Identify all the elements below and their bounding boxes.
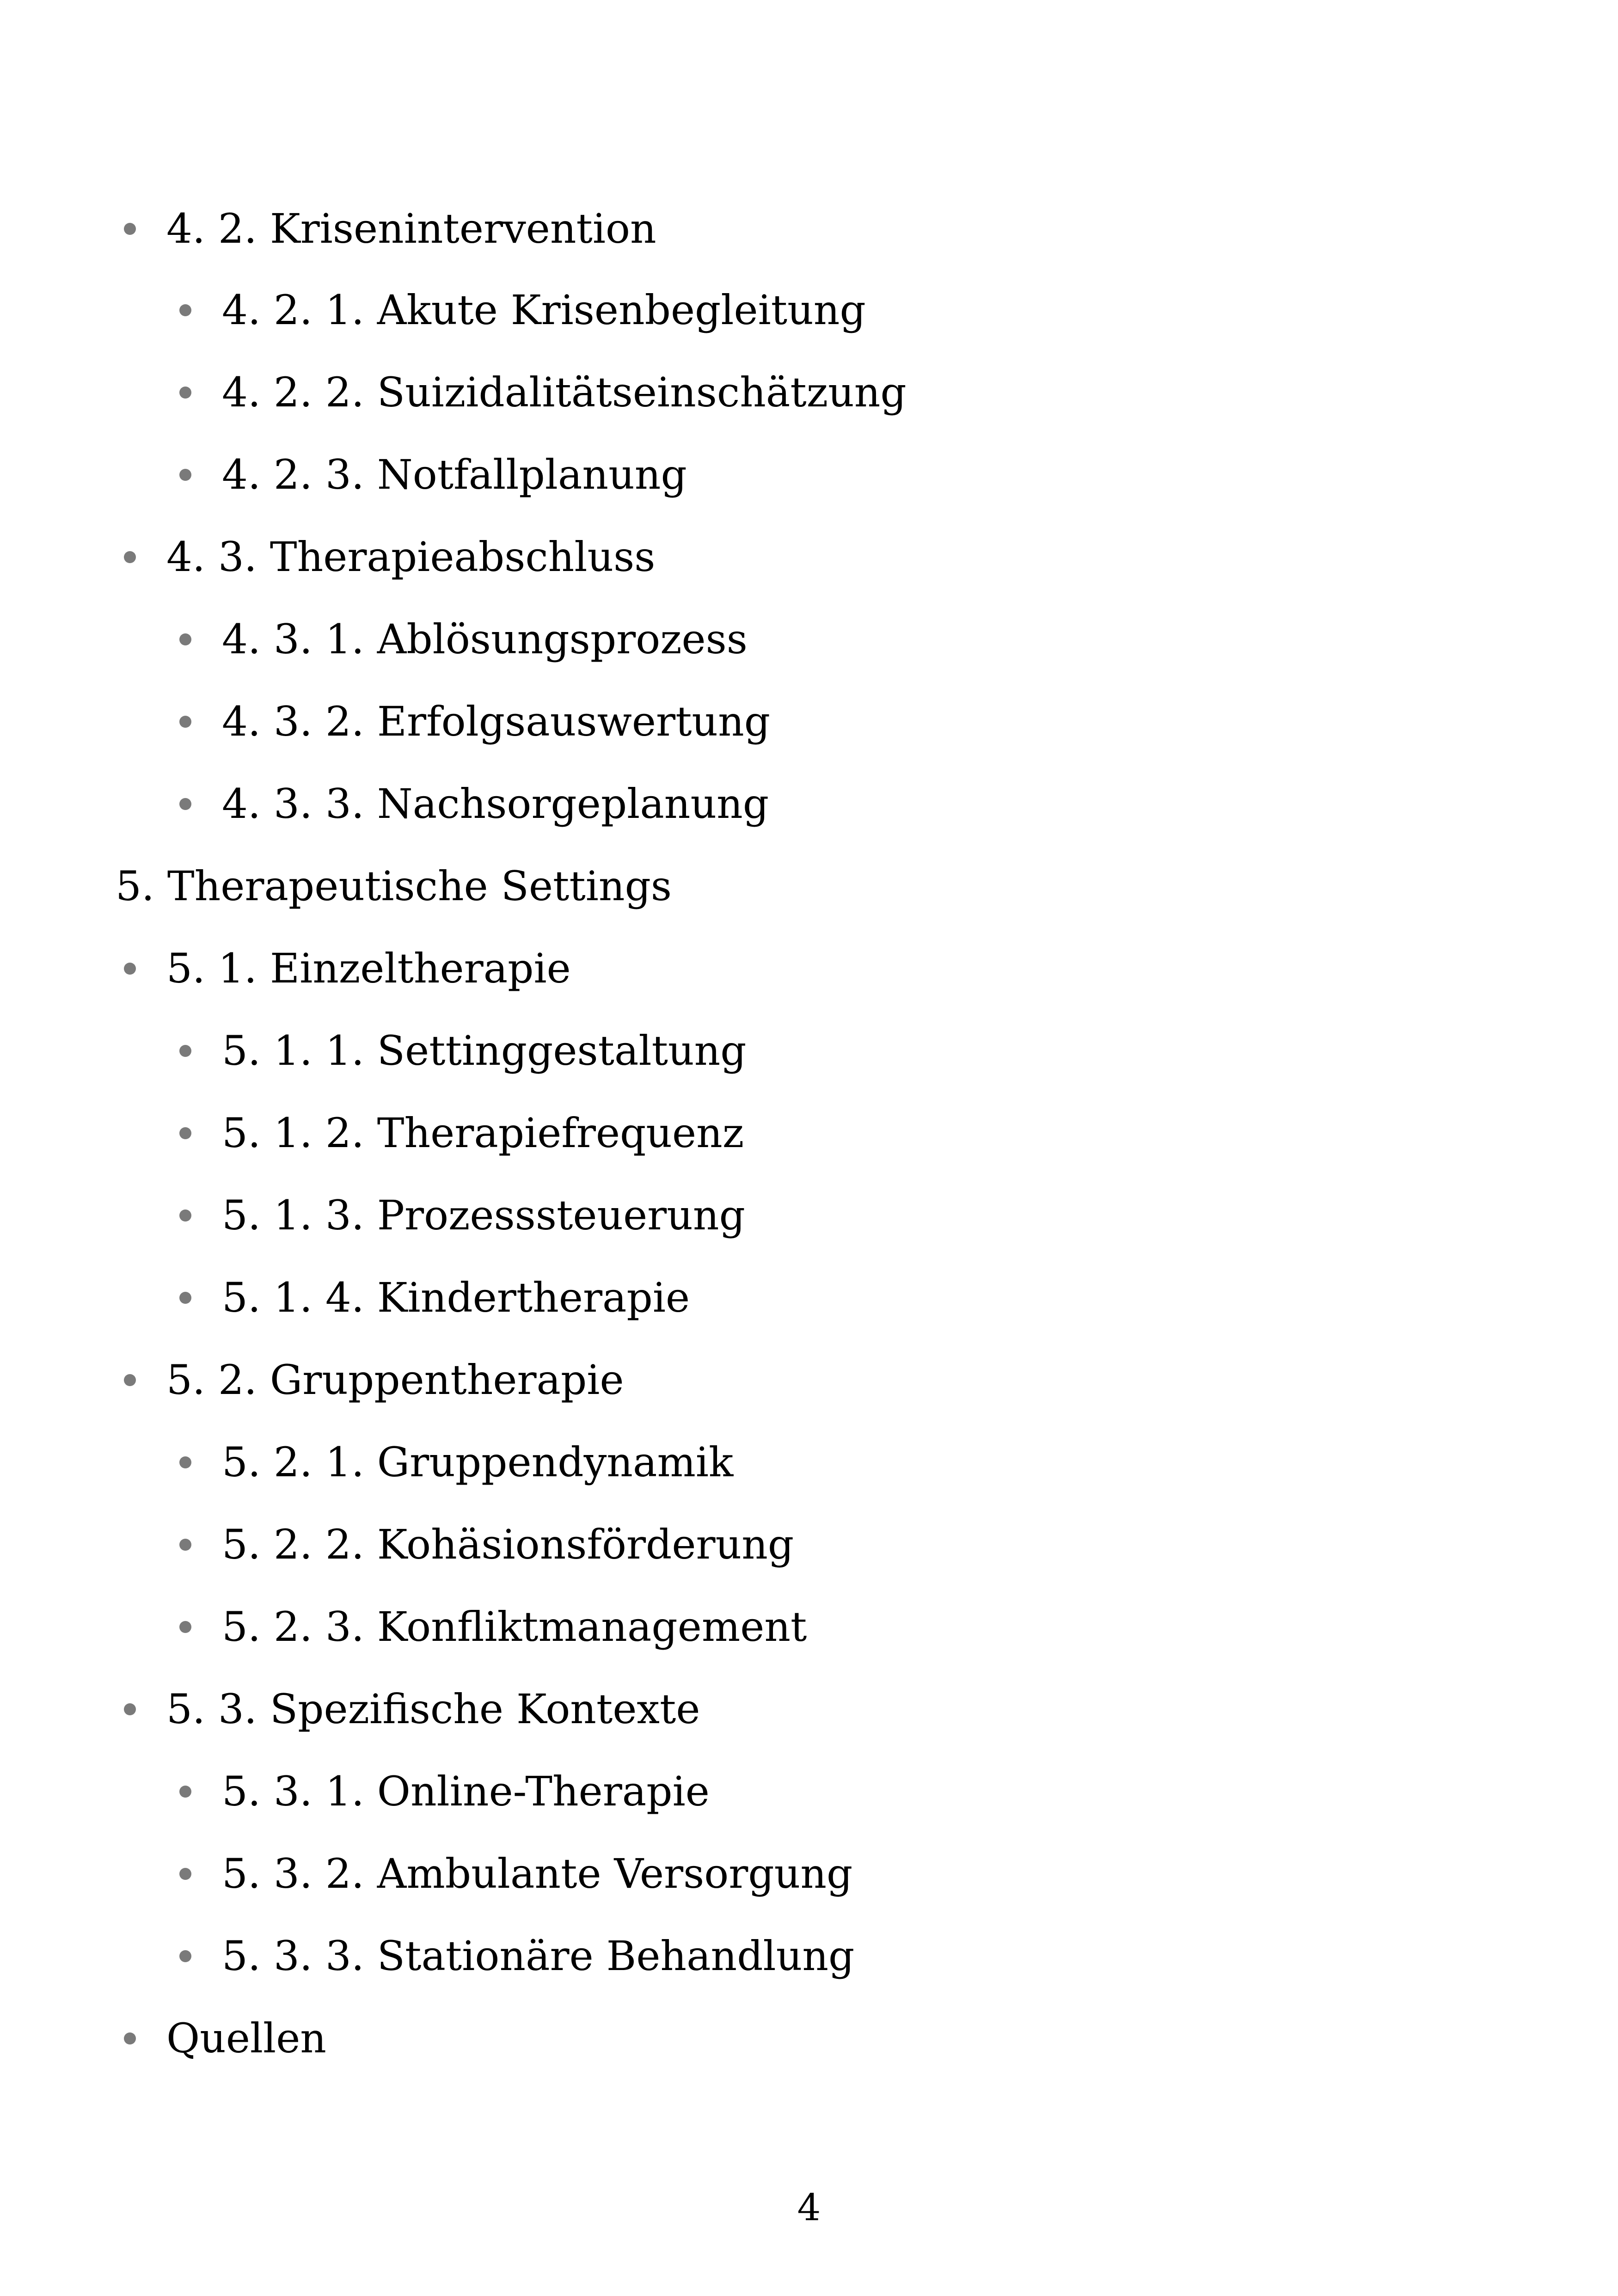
bullet-icon: [179, 1456, 191, 1468]
toc-entry-text: 5. 1. 1. Settinggestaltung: [222, 1027, 747, 1074]
bullet-icon: [124, 1374, 136, 1386]
toc-entry-text: 5. 2. 2. Kohäsionsförderung: [222, 1521, 794, 1568]
bullet-icon: [179, 633, 191, 645]
bullet-icon: [124, 223, 136, 235]
toc-entry-text: 5. 3. 2. Ambulante Versorgung: [222, 1850, 853, 1897]
toc-entry-text: 4. 3. 3. Nachsorgeplanung: [222, 780, 769, 828]
bullet-icon: [179, 716, 191, 728]
toc-entry-text: 5. 3. 3. Stationäre Behandlung: [222, 1932, 855, 1980]
bullet-icon: [179, 1868, 191, 1880]
bullet-icon: [179, 387, 191, 399]
bullet-icon: [179, 1045, 191, 1057]
toc-entry-text: 5. 3. 1. Online-Therapie: [222, 1768, 710, 1815]
bullet-icon: [179, 1209, 191, 1222]
bullet-icon: [179, 469, 191, 481]
toc-entry-text: 5. 1. 3. Prozesssteuerung: [222, 1191, 745, 1239]
bullet-icon: [179, 1786, 191, 1798]
bullet-icon: [124, 551, 136, 563]
toc-entry-text: 4. 2. 1. Akute Krisenbegleitung: [222, 286, 866, 334]
bullet-icon: [179, 1539, 191, 1551]
toc-entry-text: 5. 1. 4. Kindertherapie: [222, 1274, 690, 1321]
toc-entry-text: 4. 2. 3. Notfallplanung: [222, 451, 687, 498]
toc-entry-text: 5. 2. 3. Konfliktmanagement: [222, 1603, 807, 1651]
toc-entry-text: 5. 3. Spezifische Kontexte: [166, 1685, 700, 1733]
bullet-icon: [179, 798, 191, 810]
bullet-icon: [179, 1621, 191, 1633]
bullet-icon: [124, 1703, 136, 1715]
bullet-icon: [179, 1950, 191, 1962]
toc-entry-text: 4. 2. 2. Suizidalitätseinschätzung: [222, 368, 907, 416]
bullet-icon: [124, 963, 136, 975]
toc-entry-text: 5. 2. 1. Gruppendynamik: [222, 1438, 734, 1486]
toc-entry-text: 5. 1. 2. Therapiefrequenz: [222, 1109, 744, 1157]
toc-entry-text: Quellen: [166, 2014, 326, 2062]
toc-entry-text: 5. Therapeutische Settings: [116, 862, 672, 910]
toc-entry-text: 4. 3. 2. Erfolgsauswertung: [222, 698, 771, 745]
bullet-icon: [124, 2032, 136, 2044]
page-number: 4: [797, 2186, 821, 2229]
bullet-icon: [179, 1292, 191, 1304]
toc-entry-text: 4. 3. 1. Ablösungsprozess: [222, 615, 748, 663]
toc-entry-text: 4. 2. Krisenintervention: [166, 205, 656, 252]
bullet-icon: [179, 1127, 191, 1139]
toc-entry-text: 4. 3. Therapieabschluss: [166, 533, 656, 581]
toc-entry-text: 5. 1. Einzeltherapie: [166, 945, 571, 992]
toc-entry-text: 5. 2. Gruppentherapie: [166, 1356, 624, 1404]
bullet-icon: [179, 304, 191, 316]
